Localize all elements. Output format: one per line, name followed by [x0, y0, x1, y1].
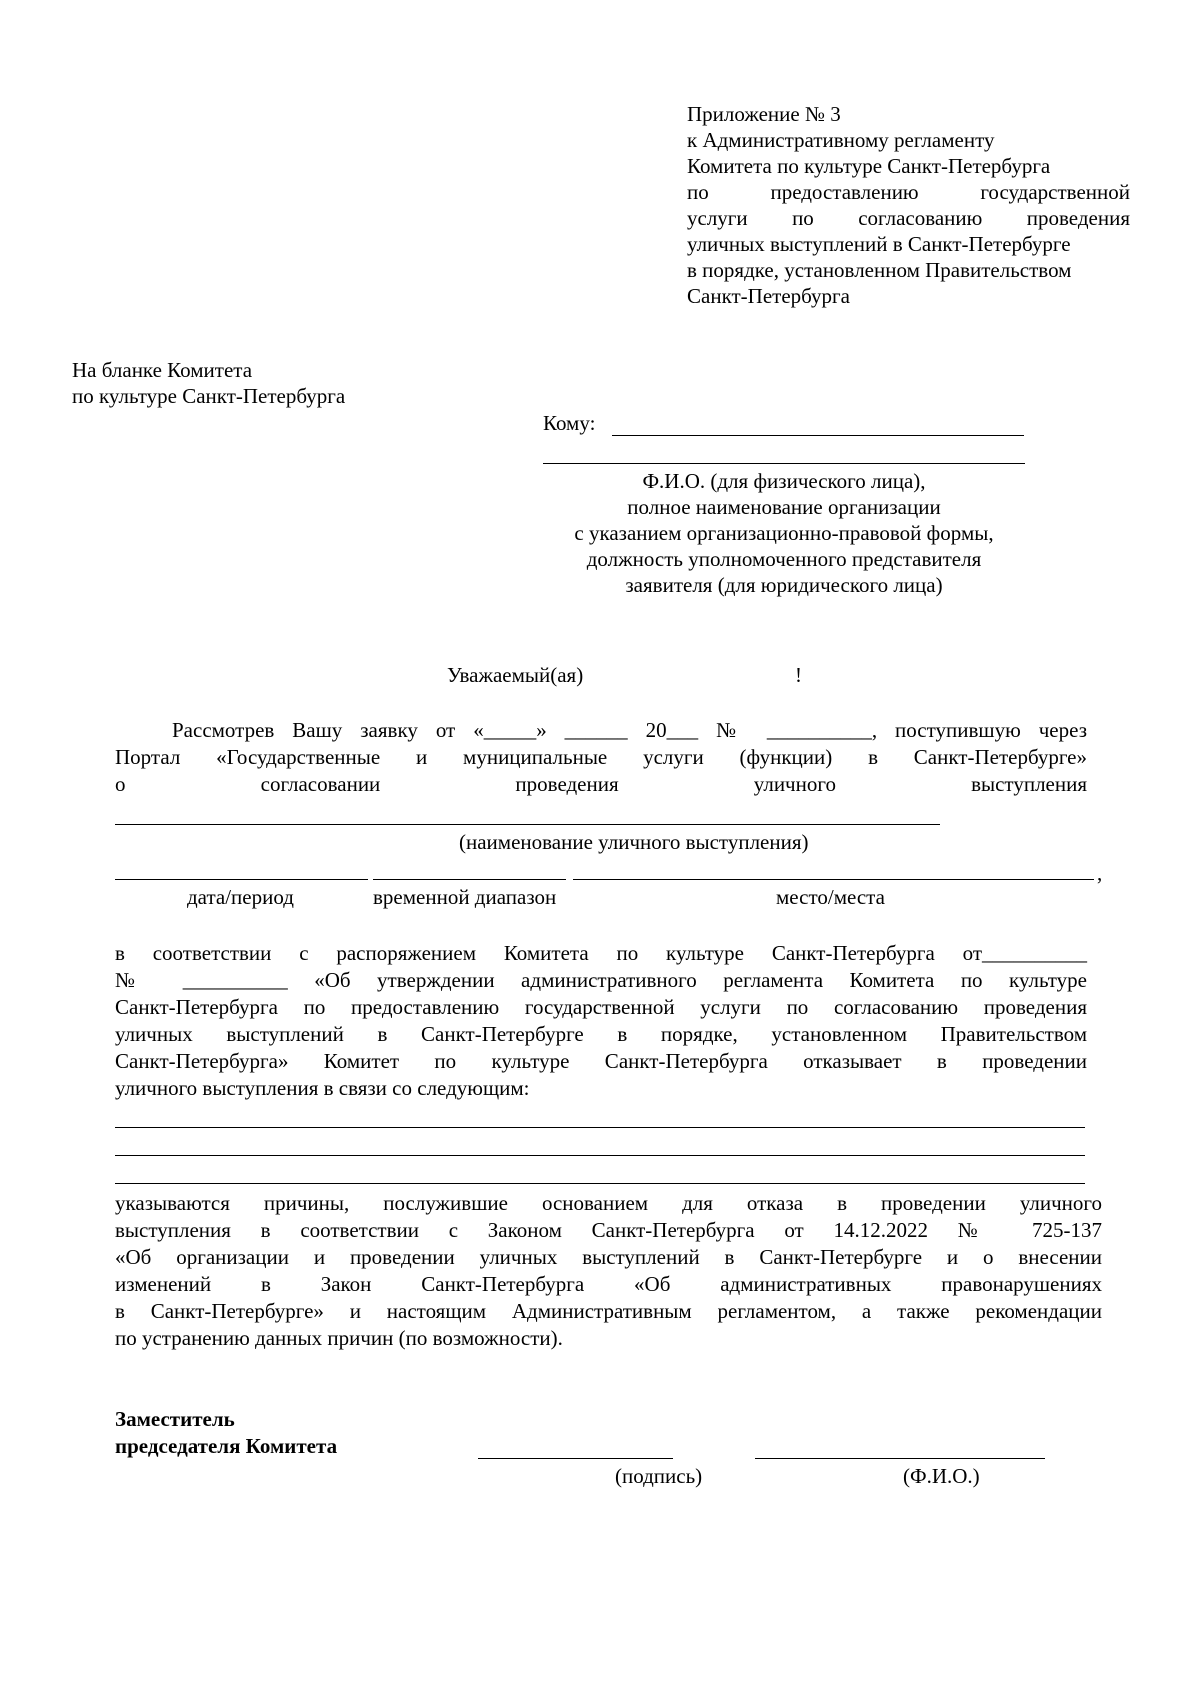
recipient-line-2	[543, 463, 1025, 464]
appendix-block	[687, 101, 1130, 309]
body-paragraph-3-line: изменений в Закон Санкт-Петербурга «Об административных правонарушениях	[115, 1272, 1102, 1296]
body-paragraph-3-line: по устранению данных причин (по возможности).	[115, 1326, 563, 1350]
recipient-caption-line: полное наименование организации	[627, 495, 941, 519]
appendix-line: Санкт-Петербурга	[687, 284, 850, 308]
event-name-caption: (наименование уличного выступления)	[459, 830, 809, 854]
body-paragraph-1-line: о согласовании проведения уличного выступления	[115, 772, 1087, 796]
reason-line	[115, 1155, 1085, 1156]
appendix-line: к Административному регламенту	[687, 128, 995, 152]
body-paragraph-2-line: в соответствии с распоряжением Комитета по культуре Санкт-Петербурга от__________	[115, 941, 1087, 965]
signatory-title: Заместитель	[115, 1407, 235, 1431]
place-field-caption: место/места	[776, 885, 885, 909]
body-paragraph-2-line: Санкт-Петербурга по предоставлению государственной услуги по согласованию проведения	[115, 995, 1087, 1019]
appendix-title: Приложение № 3	[687, 102, 841, 126]
body-paragraph-2-line: уличного выступления в связи со следующим:	[115, 1076, 530, 1100]
place-field-line	[573, 879, 1094, 880]
letterhead-line: На бланке Комитета	[72, 358, 253, 382]
body-paragraph-1-line: Портал «Государственные и муниципальные услуги (функции) в Санкт-Петербурге»	[115, 745, 1087, 769]
letterhead-line: по культуре Санкт-Петербурга	[72, 384, 346, 408]
recipient-line-1	[612, 435, 1024, 436]
recipient-caption-line: должность уполномоченного представителя	[586, 547, 982, 571]
time-field-line	[373, 879, 566, 880]
body-paragraph-3-line: выступления в соответствии с Законом Санкт-Петербурга от 14.12.2022 № 725-137	[115, 1218, 1102, 1242]
recipient-caption-line: с указанием организационно-правовой формы,	[574, 521, 994, 545]
signature-line	[478, 1458, 673, 1459]
body-paragraph-2-line: № __________ «Об утверждении административного регламента Комитета по культуре	[115, 968, 1087, 992]
greeting-mark: !	[795, 663, 802, 687]
body-paragraph-3-line: «Об организации и проведении уличных выступлений в Санкт-Петербурге и о внесении	[115, 1245, 1102, 1269]
reason-line	[115, 1127, 1085, 1128]
appendix-line: услуги по согласованию проведения	[687, 206, 1130, 230]
signatory-title: председателя Комитета	[115, 1434, 338, 1458]
recipient-caption	[543, 468, 1025, 598]
name-caption: (Ф.И.О.)	[903, 1464, 980, 1488]
fields-comma: ,	[1097, 861, 1103, 885]
body-paragraph-2-line: Санкт-Петербурга» Комитет по культуре Санкт-Петербурга отказывает в проведении	[115, 1049, 1087, 1073]
body-paragraph-3-line: в Санкт-Петербурге» и настоящим Административным регламентом, а также рекомендации	[115, 1299, 1102, 1323]
letterhead-note	[72, 357, 345, 409]
event-name-line	[115, 824, 940, 825]
recipient-caption-line: Ф.И.О. (для физического лица),	[642, 469, 926, 493]
greeting: Уважаемый(ая)	[447, 663, 584, 687]
date-field-line	[115, 879, 368, 880]
recipient-caption-line: заявителя (для юридического лица)	[625, 573, 943, 597]
name-line	[755, 1458, 1045, 1459]
date-field-caption: дата/период	[187, 885, 294, 909]
time-field-caption: временной диапазон	[373, 885, 557, 909]
recipient-label: Кому:	[543, 411, 596, 435]
appendix-line: по предоставлению государственной	[687, 180, 1130, 204]
appendix-line: уличных выступлений в Санкт-Петербурге	[687, 232, 1071, 256]
body-paragraph-2-line: уличных выступлений в Санкт-Петербурге в порядке, установленном Правительством	[115, 1022, 1087, 1046]
reason-line	[115, 1183, 1085, 1184]
appendix-line: Комитета по культуре Санкт-Петербурга	[687, 154, 1051, 178]
signature-caption: (подпись)	[615, 1464, 703, 1488]
body-paragraph-1-line: Рассмотрев Вашу заявку от «_____» ______ 20___ № __________, поступившую через	[172, 718, 1087, 742]
appendix-line: в порядке, установленном Правительством	[687, 258, 1072, 282]
body-paragraph-3-line: указываются причины, послужившие основанием для отказа в проведении уличного	[115, 1191, 1102, 1215]
